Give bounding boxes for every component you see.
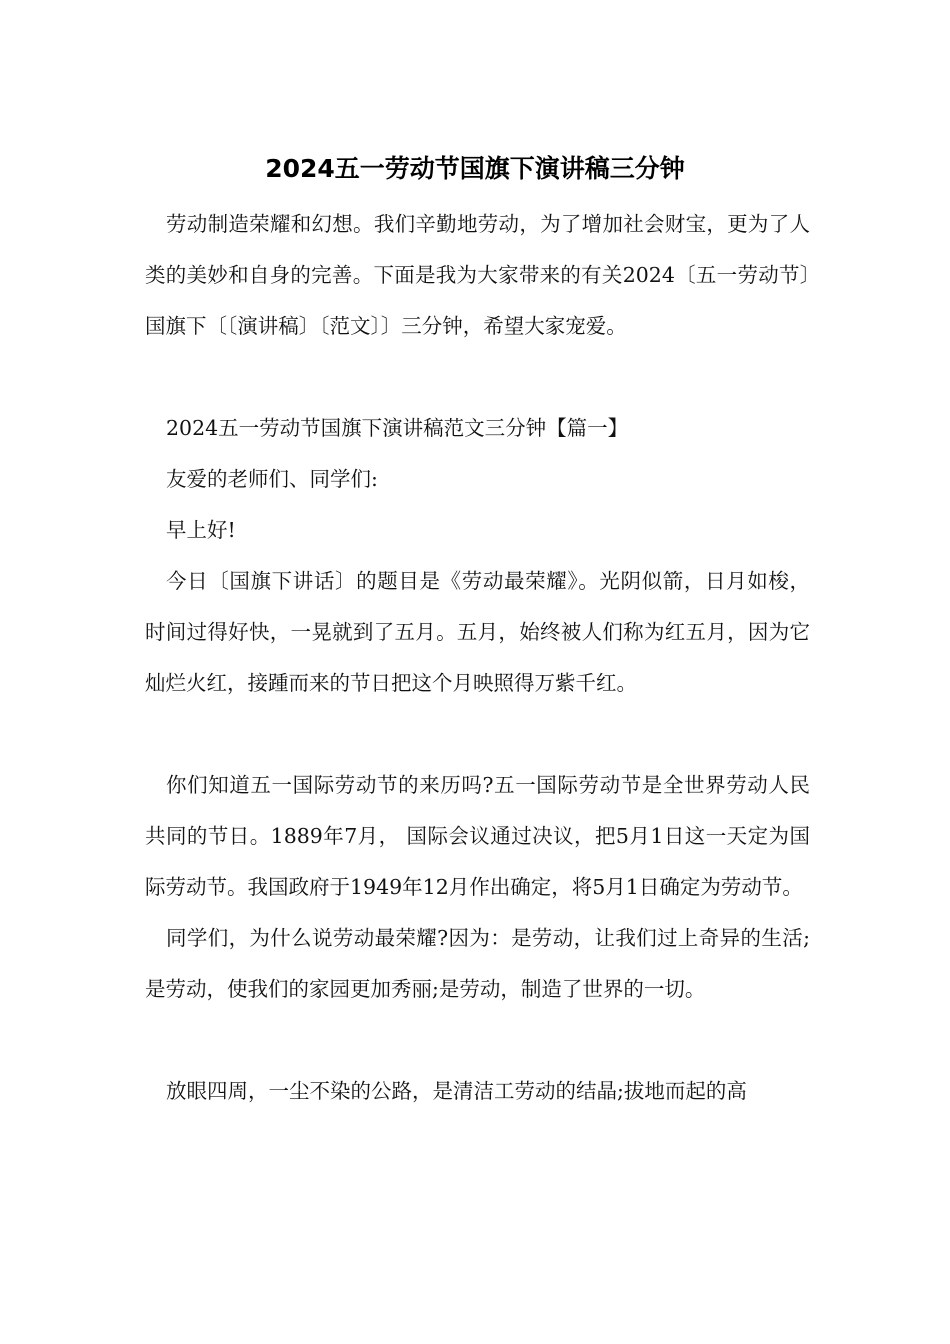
salutation: 友爱的老师们、同学们:	[166, 467, 378, 491]
intro-paragraph: 劳动制造荣耀和幻想。我们辛勤地劳动，为了增加社会财宝，更为了人类的美妙和自身的完善。下面是我为大家带来的有关2024〔五一劳动节〕国旗下〔〔演讲稿〕〔范文〕〕三分钟，希望大家宠爱。	[145, 212, 810, 338]
blank-line	[145, 1015, 810, 1066]
body-paragraph: 今日〔国旗下讲话〕的题目是《劳动最荣耀》。光阴似箭，日月如梭，时间过得好快，一晃就到了五月。五月，始终被人们称为红五月，因为它灿烂火红，接踵而来的节日把这个月映照得万紫千红。	[145, 569, 810, 695]
document-title: 2024五一劳动节国旗下演讲稿三分钟	[265, 154, 685, 183]
section-heading: 2024五一劳动节国旗下演讲稿范文三分钟【篇一】	[166, 416, 629, 440]
document-body	[145, 199, 810, 1117]
body-paragraph: 同学们，为什么说劳动最荣耀?因为：是劳动，让我们过上奇异的生活;是劳动，使我们的家园更加秀丽;是劳动，制造了世界的一切。	[145, 926, 810, 1001]
blank-line	[145, 352, 810, 403]
greeting: 早上好!	[166, 518, 236, 542]
body-paragraph: 你们知道五一国际劳动节的来历吗?五一国际劳动节是全世界劳动人民共同的节日。1889年7月， 国际会议通过决议，把5月1日这一天定为国际劳动节。我国政府于1949年12月作出确定，将5月1日确定为劳动节。	[145, 773, 810, 899]
body-paragraph: 放眼四周，一尘不染的公路，是清洁工劳动的结晶;拔地而起的高	[166, 1079, 747, 1103]
blank-line	[145, 709, 810, 760]
